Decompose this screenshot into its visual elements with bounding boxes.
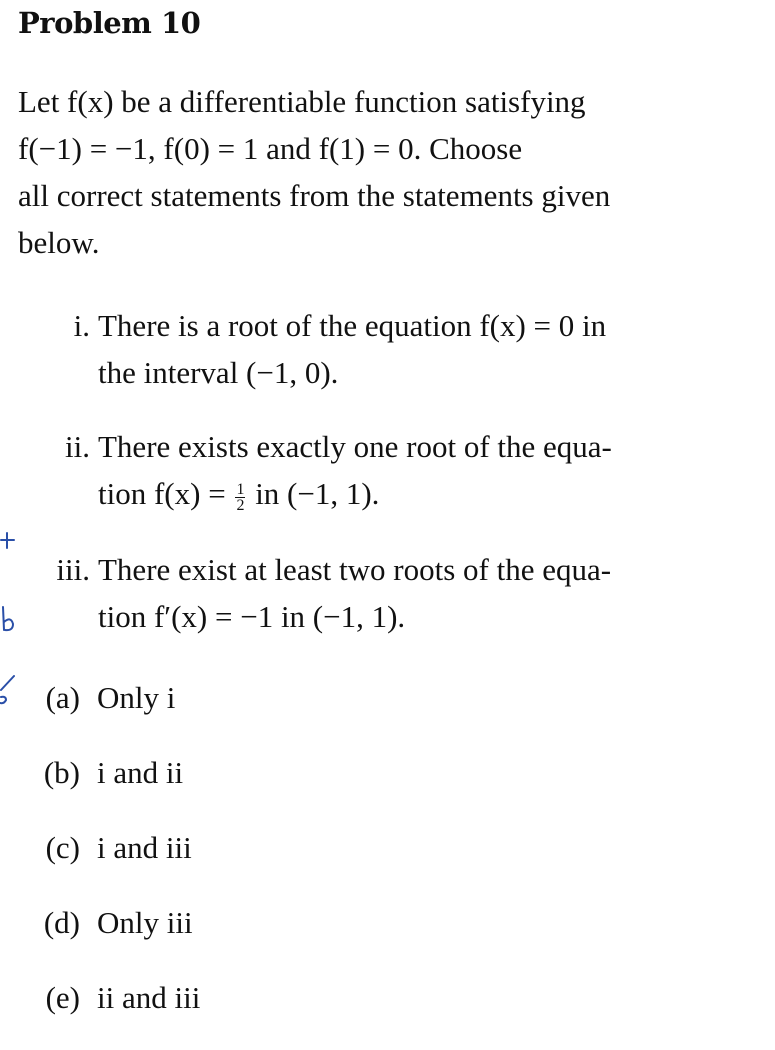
fraction: [235, 482, 245, 513]
option-text: ii and iii: [97, 980, 201, 1015]
handwritten-marks: [0, 0, 30, 720]
statement-line: There exists exactly one root of the equa-: [98, 429, 612, 464]
statement-number: ii.: [65, 429, 90, 464]
option-text: i and ii: [97, 755, 184, 790]
statement-line: There is a root of the equation f(x) = 0 in: [98, 308, 607, 343]
option-label: (a): [45, 680, 80, 715]
statement-number: i.: [73, 308, 90, 343]
option-label: (c): [45, 830, 80, 865]
statement-line: There exist at least two roots of the equa-: [98, 552, 612, 587]
statement-number: iii.: [56, 552, 90, 587]
statement-line: tion f′(x) = −1 in (−1, 1).: [98, 599, 406, 634]
intro-line-1: Let f(x) be a differentiable function satisfying: [18, 84, 586, 119]
option-label: (e): [45, 980, 80, 1015]
problem-intro: [18, 78, 694, 266]
fraction-denominator: 2: [236, 497, 245, 514]
statement-line: [98, 470, 698, 517]
fraction-numerator: 1: [236, 481, 245, 498]
option-label: (d): [43, 905, 80, 940]
problem-title: Problem 10: [18, 6, 201, 40]
statement-text: in (−1, 1).: [255, 476, 380, 511]
option-text: Only i: [97, 680, 176, 715]
intro-line-3: all correct statements from the statements given: [18, 178, 611, 213]
statement-line: the interval (−1, 0).: [98, 355, 339, 390]
pen-mark-slash: [0, 676, 14, 703]
option-label: (b): [43, 755, 80, 790]
statement-text: tion f(x) =: [98, 476, 226, 511]
pen-mark-b: [3, 607, 13, 630]
intro-line-4: below.: [18, 225, 100, 260]
option-text: i and iii: [97, 830, 192, 865]
option-text: Only iii: [97, 905, 193, 940]
intro-line-2: f(−1) = −1, f(0) = 1 and f(1) = 0. Choose: [18, 131, 523, 166]
pen-mark-plus: [1, 533, 14, 548]
